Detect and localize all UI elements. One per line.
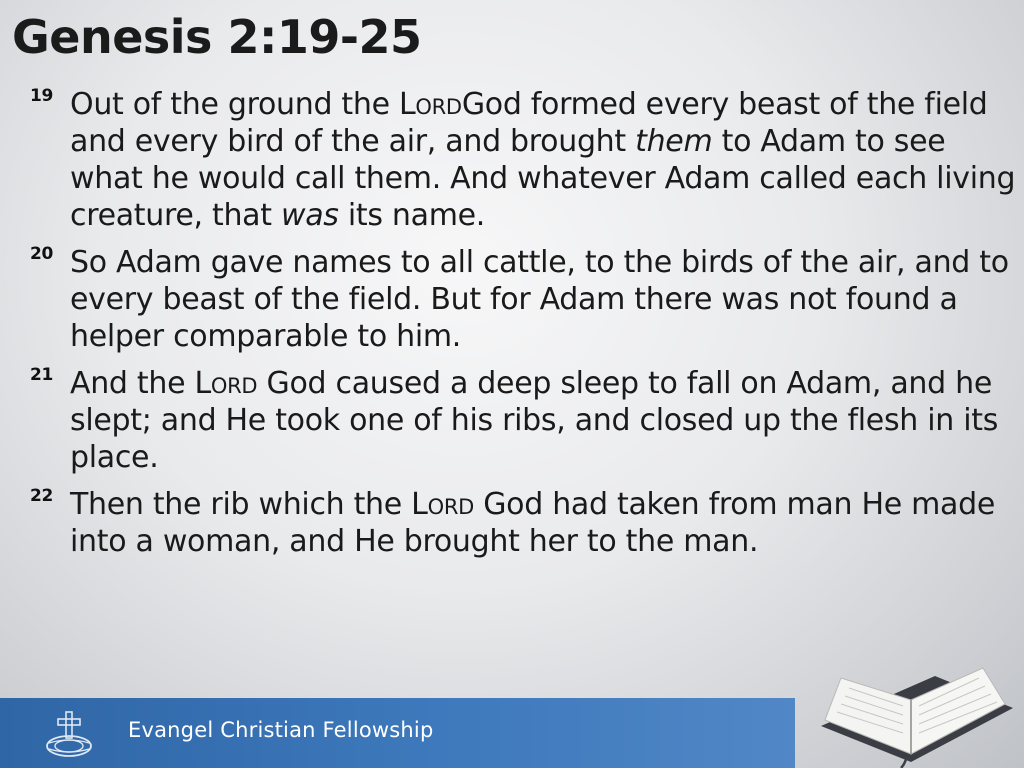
verse-text: Out of the ground the: [70, 87, 399, 122]
verse-22: [30, 486, 1020, 560]
organization-name: Evangel Christian Fellowship: [128, 718, 434, 742]
verse-21: [30, 365, 1020, 476]
open-bible-icon: [815, 660, 1020, 768]
verse-text: So Adam gave names to all cattle, to the birds of the air, and to every beast of the field. But for Adam there was not found a helper comparable to him.: [70, 245, 1009, 354]
verse-text: its name.: [338, 198, 486, 233]
verse-number: 19: [30, 86, 54, 106]
verse-number: 22: [30, 486, 54, 506]
lord-smallcaps: Lord: [194, 366, 258, 401]
verse-20: [30, 244, 1020, 355]
verse-text: to Adam to see what he would call them. And whatever Adam called each living creature, that: [70, 124, 1016, 233]
verse-number: 20: [30, 244, 54, 264]
footer-bar: [0, 698, 795, 768]
verse-text: And the: [70, 366, 195, 401]
verse-text: God had taken from man He made into a woman, and He brought her to the man.: [70, 487, 996, 559]
verse-list: [30, 86, 1020, 570]
verse-italic: them: [635, 124, 713, 159]
verse-number: 21: [30, 365, 54, 385]
lord-smallcaps: Lord: [411, 487, 474, 522]
verse-19: [30, 86, 1020, 234]
verse-text: God caused a deep sleep to fall on Adam, and he slept; and He took one of his ribs, and closed up the flesh in its place.: [70, 366, 999, 475]
verse-text: Then the rib which the: [70, 487, 412, 522]
cross-globe-icon: [44, 710, 96, 760]
verse-italic: was: [280, 198, 339, 233]
verse-text: God formed every beast of the field and every bird of the air, and brought: [70, 87, 988, 159]
lord-smallcaps: Lord: [399, 87, 462, 122]
slide-title: Genesis 2:19-25: [12, 10, 422, 64]
